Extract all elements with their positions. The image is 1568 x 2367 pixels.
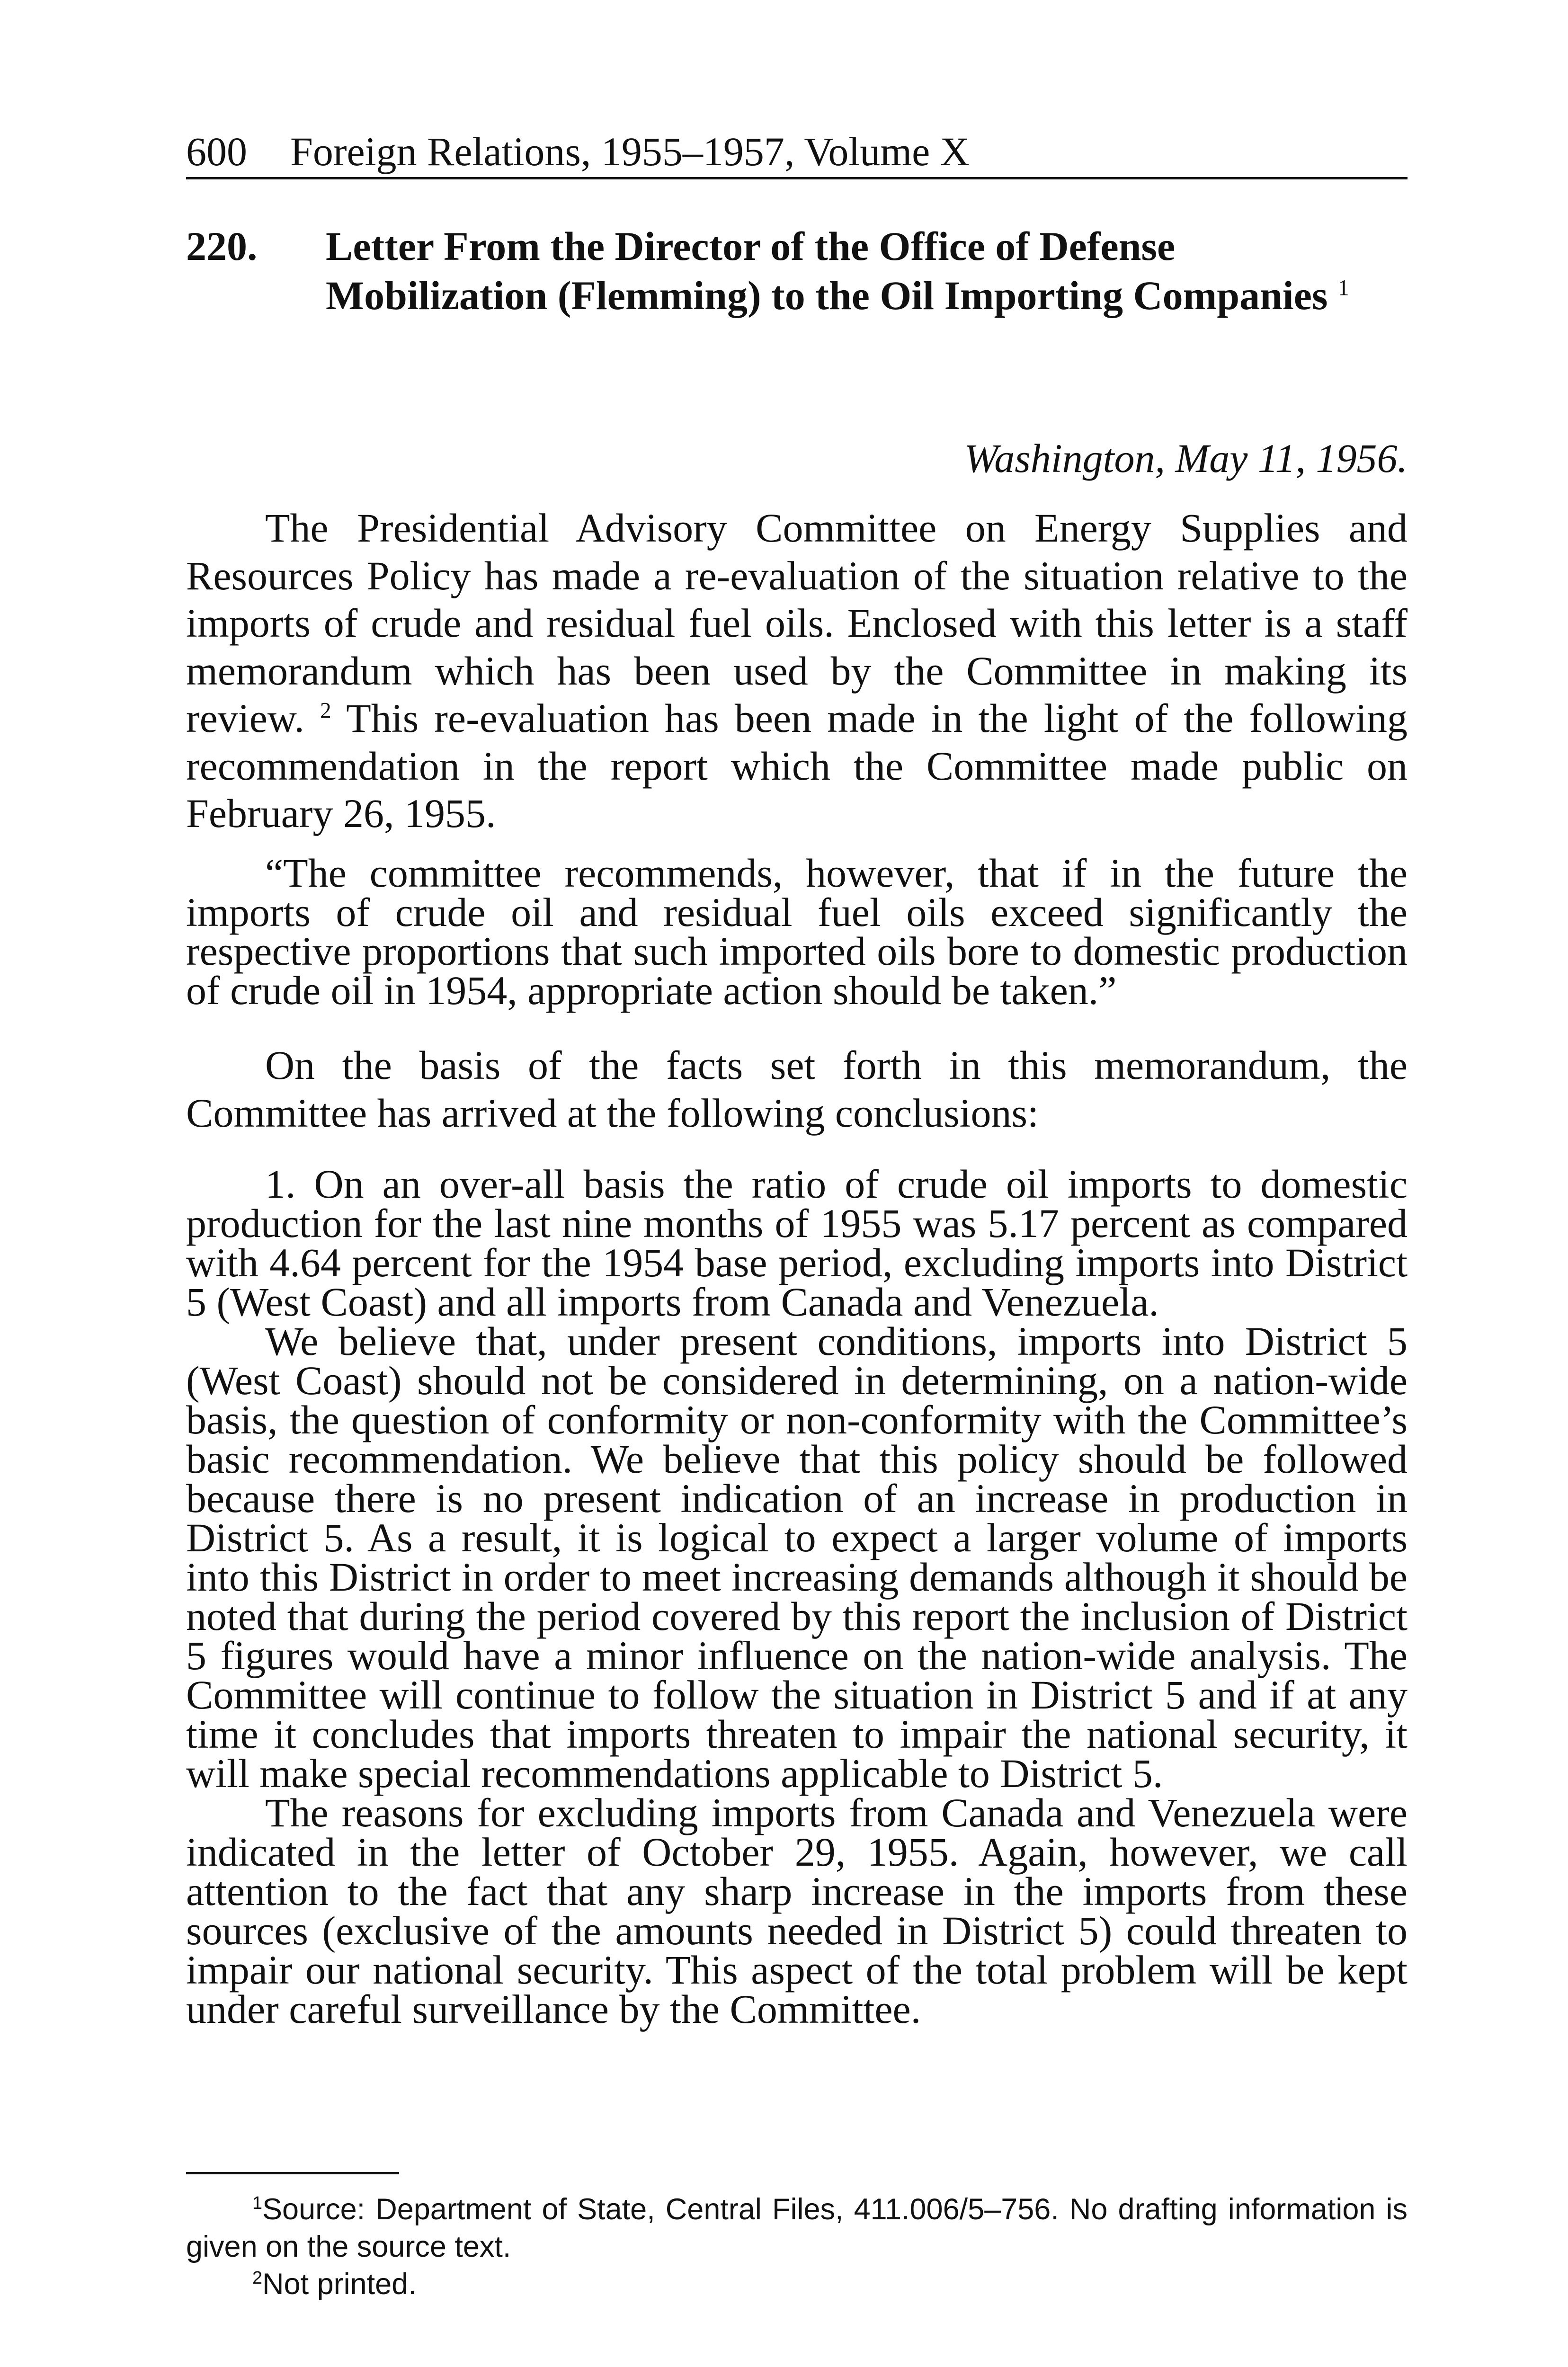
conclusion-1: 1. On an over-all basis the ratio of crude oil imports to domestic production for the last nine months of 1955 was 5.17 percent as compared with 4.64 percent for the 1954 base period, excluding imports into District 5 (West Coast) and all imports from Canada and Venezuela. xyxy=(186,1161,1408,1325)
page-number: 600 xyxy=(186,129,247,174)
paragraph-basis xyxy=(186,1041,1408,1137)
intro-text-part2: This re-evaluation has been made in the light of the following recommendation in the report which the Committee made public on February 26, 1955. xyxy=(186,695,1408,836)
footnotes xyxy=(186,2191,1408,2303)
document-title-text: Letter From the Director of the Office of Defense Mobilization (Flemming) to the Oil Importing Companies xyxy=(326,223,1328,318)
dateline: Washington, May 11, 1956. xyxy=(964,436,1408,481)
conclusions xyxy=(186,1161,1408,2032)
document-title xyxy=(326,222,1367,320)
document-heading xyxy=(186,222,1408,320)
footnote-ref-2[interactable]: 2 xyxy=(320,698,331,723)
quoted-recommendation xyxy=(186,850,1408,1013)
conclusion-district5: We believe that, under present conditions, imports into District 5 (West Coast) should not be considered in determining, on a nation-wide basis, the question of conformity or non-conformity with the Committee’s basic recommendation. We believe that this policy should be followed because there is no present indication of an increase in production in District 5. As a result, it is logical to expect a larger volume of imports into this District in order to meet increasing demands although it should be noted that during the period covered by this report the inclusion of District 5 figures would have a minor influence on the nation-wide analysis. The Committee will continue to follow the situation in District 5 and if at any time it concludes that imports threaten to impair the national security, it will make special recommendations applicable to District 5. xyxy=(186,1318,1408,1796)
conclusion-canada-venezuela: The reasons for excluding imports from Canada and Venezuela were indicated in the letter of October 29, 1955. Again, however, we call attention to the fact that any sharp increase in the imports from these sources (exclusive of the amounts needed in District 5) could threaten to impair our national security. This aspect of the total problem will be kept under careful surveillance by the Committee. xyxy=(186,1790,1408,2032)
footnote-1-marker: 1 xyxy=(252,2193,263,2213)
basis-text: On the basis of the facts set forth in this memorandum, the Committee has arrived at the following conclusions: xyxy=(186,1042,1408,1136)
footnote-1-text: Source: Department of State, Central Files, 411.006/5–756. No drafting information is given on the source text. xyxy=(186,2193,1408,2263)
intro-text-part1: The Presidential Advisory Committee on Energy Supplies and Resources Policy has made a re-evaluation of the situation relative to the imports of crude and residual fuel oils. Enclosed with this letter is a staff memorandum which has been used by the Committee in making its review. xyxy=(186,505,1408,741)
footnote-divider xyxy=(186,2172,399,2174)
footnote-2-marker: 2 xyxy=(252,2268,263,2288)
running-head xyxy=(186,128,1408,179)
document-number: 220. xyxy=(186,223,258,269)
footnote-2 xyxy=(186,2266,1408,2303)
footnote-2-text: Not printed. xyxy=(262,2268,417,2301)
paragraph-intro xyxy=(186,504,1408,837)
footnote-ref-1[interactable]: 1 xyxy=(1337,276,1349,301)
series-title: Foreign Relations, 1955–1957, Volume X xyxy=(290,129,970,174)
quote-text: “The committee recommends, however, that if in the future the imports of crude oil and residual fuel oils exceed significantly the respective proportions that such imported oils bore to domestic production of crude oil in 1954, appropriate action should be taken.” xyxy=(186,850,1408,1013)
footnote-1 xyxy=(186,2191,1408,2266)
